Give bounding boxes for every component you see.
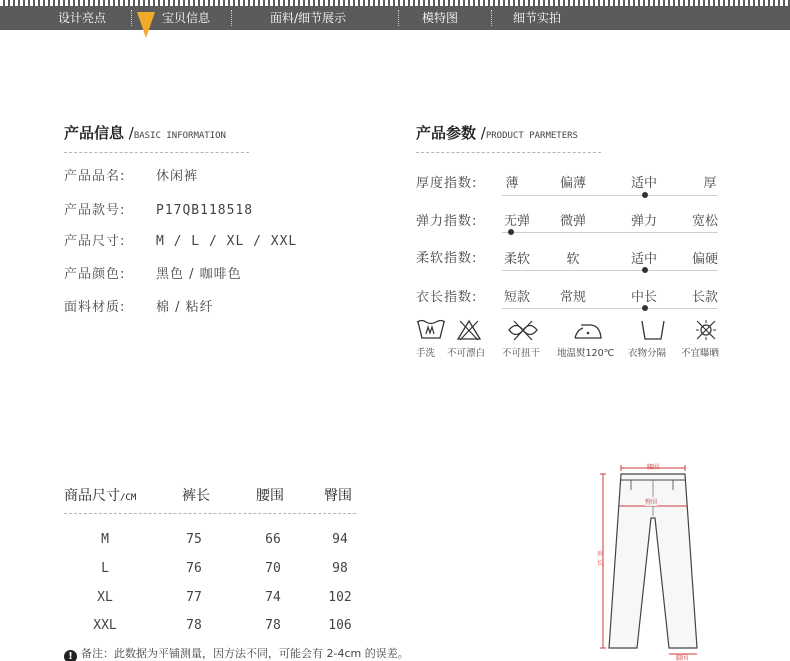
hip-cell: 94 xyxy=(332,532,348,547)
care-label: 不可漂白 xyxy=(447,348,486,359)
param-option: 偏硬 xyxy=(691,252,718,267)
nav-item-info[interactable]: 宝贝信息 xyxy=(162,11,211,25)
pants-measurement-diagram xyxy=(585,458,715,661)
param-option: 常规 xyxy=(559,290,586,305)
param-indicator-dot xyxy=(642,267,648,273)
no-bleach-icon xyxy=(452,318,486,342)
nav-item-model[interactable]: 模特图 xyxy=(422,11,459,25)
param-label-thickness: 厚度指数: xyxy=(416,176,478,191)
care-label: 衣物分隔 xyxy=(628,348,667,359)
param-option: 中长 xyxy=(630,290,657,305)
size-table-header: 裤长 xyxy=(182,488,210,504)
param-option: 柔软 xyxy=(503,252,530,267)
length-cell: 76 xyxy=(186,561,202,576)
no-sun-dry-icon xyxy=(689,318,723,342)
nav-separator xyxy=(131,10,132,26)
hip-cell: 106 xyxy=(328,618,352,633)
nav-item-detail[interactable]: 细节实拍 xyxy=(513,11,562,25)
param-scale-line xyxy=(502,232,718,233)
param-option: 厚 xyxy=(703,176,717,191)
param-label-elasticity: 弹力指数: xyxy=(416,214,478,229)
size-table-title: 商品尺寸/CM xyxy=(64,488,137,504)
length-cell: 77 xyxy=(186,590,202,605)
param-option: 偏薄 xyxy=(559,176,586,191)
nav-active-arrow-icon xyxy=(137,12,155,38)
info-row-material: 面料材质: 棉 / 粘纤 xyxy=(64,300,214,315)
param-indicator-dot xyxy=(508,229,514,235)
param-option: 适中 xyxy=(630,176,657,191)
waist-diagram-label: 腰围 xyxy=(647,464,660,471)
param-label-length: 衣长指数: xyxy=(416,290,478,305)
length-cell: 75 xyxy=(186,532,202,547)
exclamation-icon: ! xyxy=(64,650,77,661)
measurement-note: ! 备注：此数据为平铺测量，因方法不同，可能会有 2-4cm 的误差。 xyxy=(64,645,409,661)
product-info-heading: 产品信息 /BASIC INFORMATION xyxy=(64,124,226,142)
hip-cell: 98 xyxy=(332,561,348,576)
param-label-softness: 柔软指数: xyxy=(416,251,478,266)
param-option: 弹力 xyxy=(630,214,657,229)
no-wring-icon xyxy=(506,318,540,342)
waist-cell: 78 xyxy=(265,618,281,633)
param-option: 微弹 xyxy=(559,214,586,229)
hem-diagram-label: 脚围 xyxy=(676,655,689,661)
size-cell: XL xyxy=(97,590,113,605)
info-row-color: 产品颜色: 黑色 / 咖啡色 xyxy=(64,267,242,282)
size-cell: XXL xyxy=(93,618,117,633)
waist-cell: 66 xyxy=(265,532,281,547)
nav-item-fabric[interactable]: 面料/细节展示 xyxy=(270,11,347,25)
nav-separator xyxy=(491,10,492,26)
size-cell: M xyxy=(101,532,109,547)
param-scale-line xyxy=(502,195,718,196)
param-scale-line xyxy=(502,270,718,271)
param-scale-line xyxy=(502,308,718,309)
hand-wash-icon xyxy=(414,318,448,342)
length-diagram-label: 外长 xyxy=(597,551,604,567)
size-table-header: 腰围 xyxy=(256,488,284,504)
hip-cell: 102 xyxy=(328,590,352,605)
param-indicator-dot xyxy=(642,192,648,198)
low-iron-icon xyxy=(571,318,605,342)
param-indicator-dot xyxy=(642,305,648,311)
separate-wash-icon xyxy=(636,318,670,342)
nav-bar xyxy=(0,6,790,30)
care-label: 地温熨120℃ xyxy=(557,348,615,359)
waist-cell: 74 xyxy=(265,590,281,605)
size-table-header: 臀围 xyxy=(324,488,352,504)
info-row-name: 产品品名: 休闲裤 xyxy=(64,169,199,184)
param-option: 薄 xyxy=(505,176,519,191)
info-row-style: 产品款号: P17QB118518 xyxy=(64,203,254,218)
care-label: 不可扭干 xyxy=(502,348,541,359)
param-option: 短款 xyxy=(503,290,530,305)
divider xyxy=(64,152,249,153)
divider xyxy=(64,513,356,514)
waist-cell: 70 xyxy=(265,561,281,576)
care-label: 手洗 xyxy=(416,348,436,359)
nav-separator xyxy=(398,10,399,26)
product-params-heading: 产品参数 /PRODUCT PARMETERS xyxy=(416,124,578,142)
care-label: 不宜曝晒 xyxy=(681,348,720,359)
param-option: 长款 xyxy=(691,290,718,305)
info-row-size: 产品尺寸: M / L / XL / XXL xyxy=(64,234,298,249)
param-option: 宽松 xyxy=(691,214,718,229)
size-cell: L xyxy=(101,561,109,576)
param-option: 适中 xyxy=(630,252,657,267)
hip-diagram-label: 臀围 xyxy=(645,499,658,506)
length-cell: 78 xyxy=(186,618,202,633)
param-option: 软 xyxy=(566,252,580,267)
nav-item-design[interactable]: 设计亮点 xyxy=(58,11,107,25)
nav-separator xyxy=(231,10,232,26)
divider xyxy=(416,152,601,153)
param-option: 无弹 xyxy=(503,214,530,229)
